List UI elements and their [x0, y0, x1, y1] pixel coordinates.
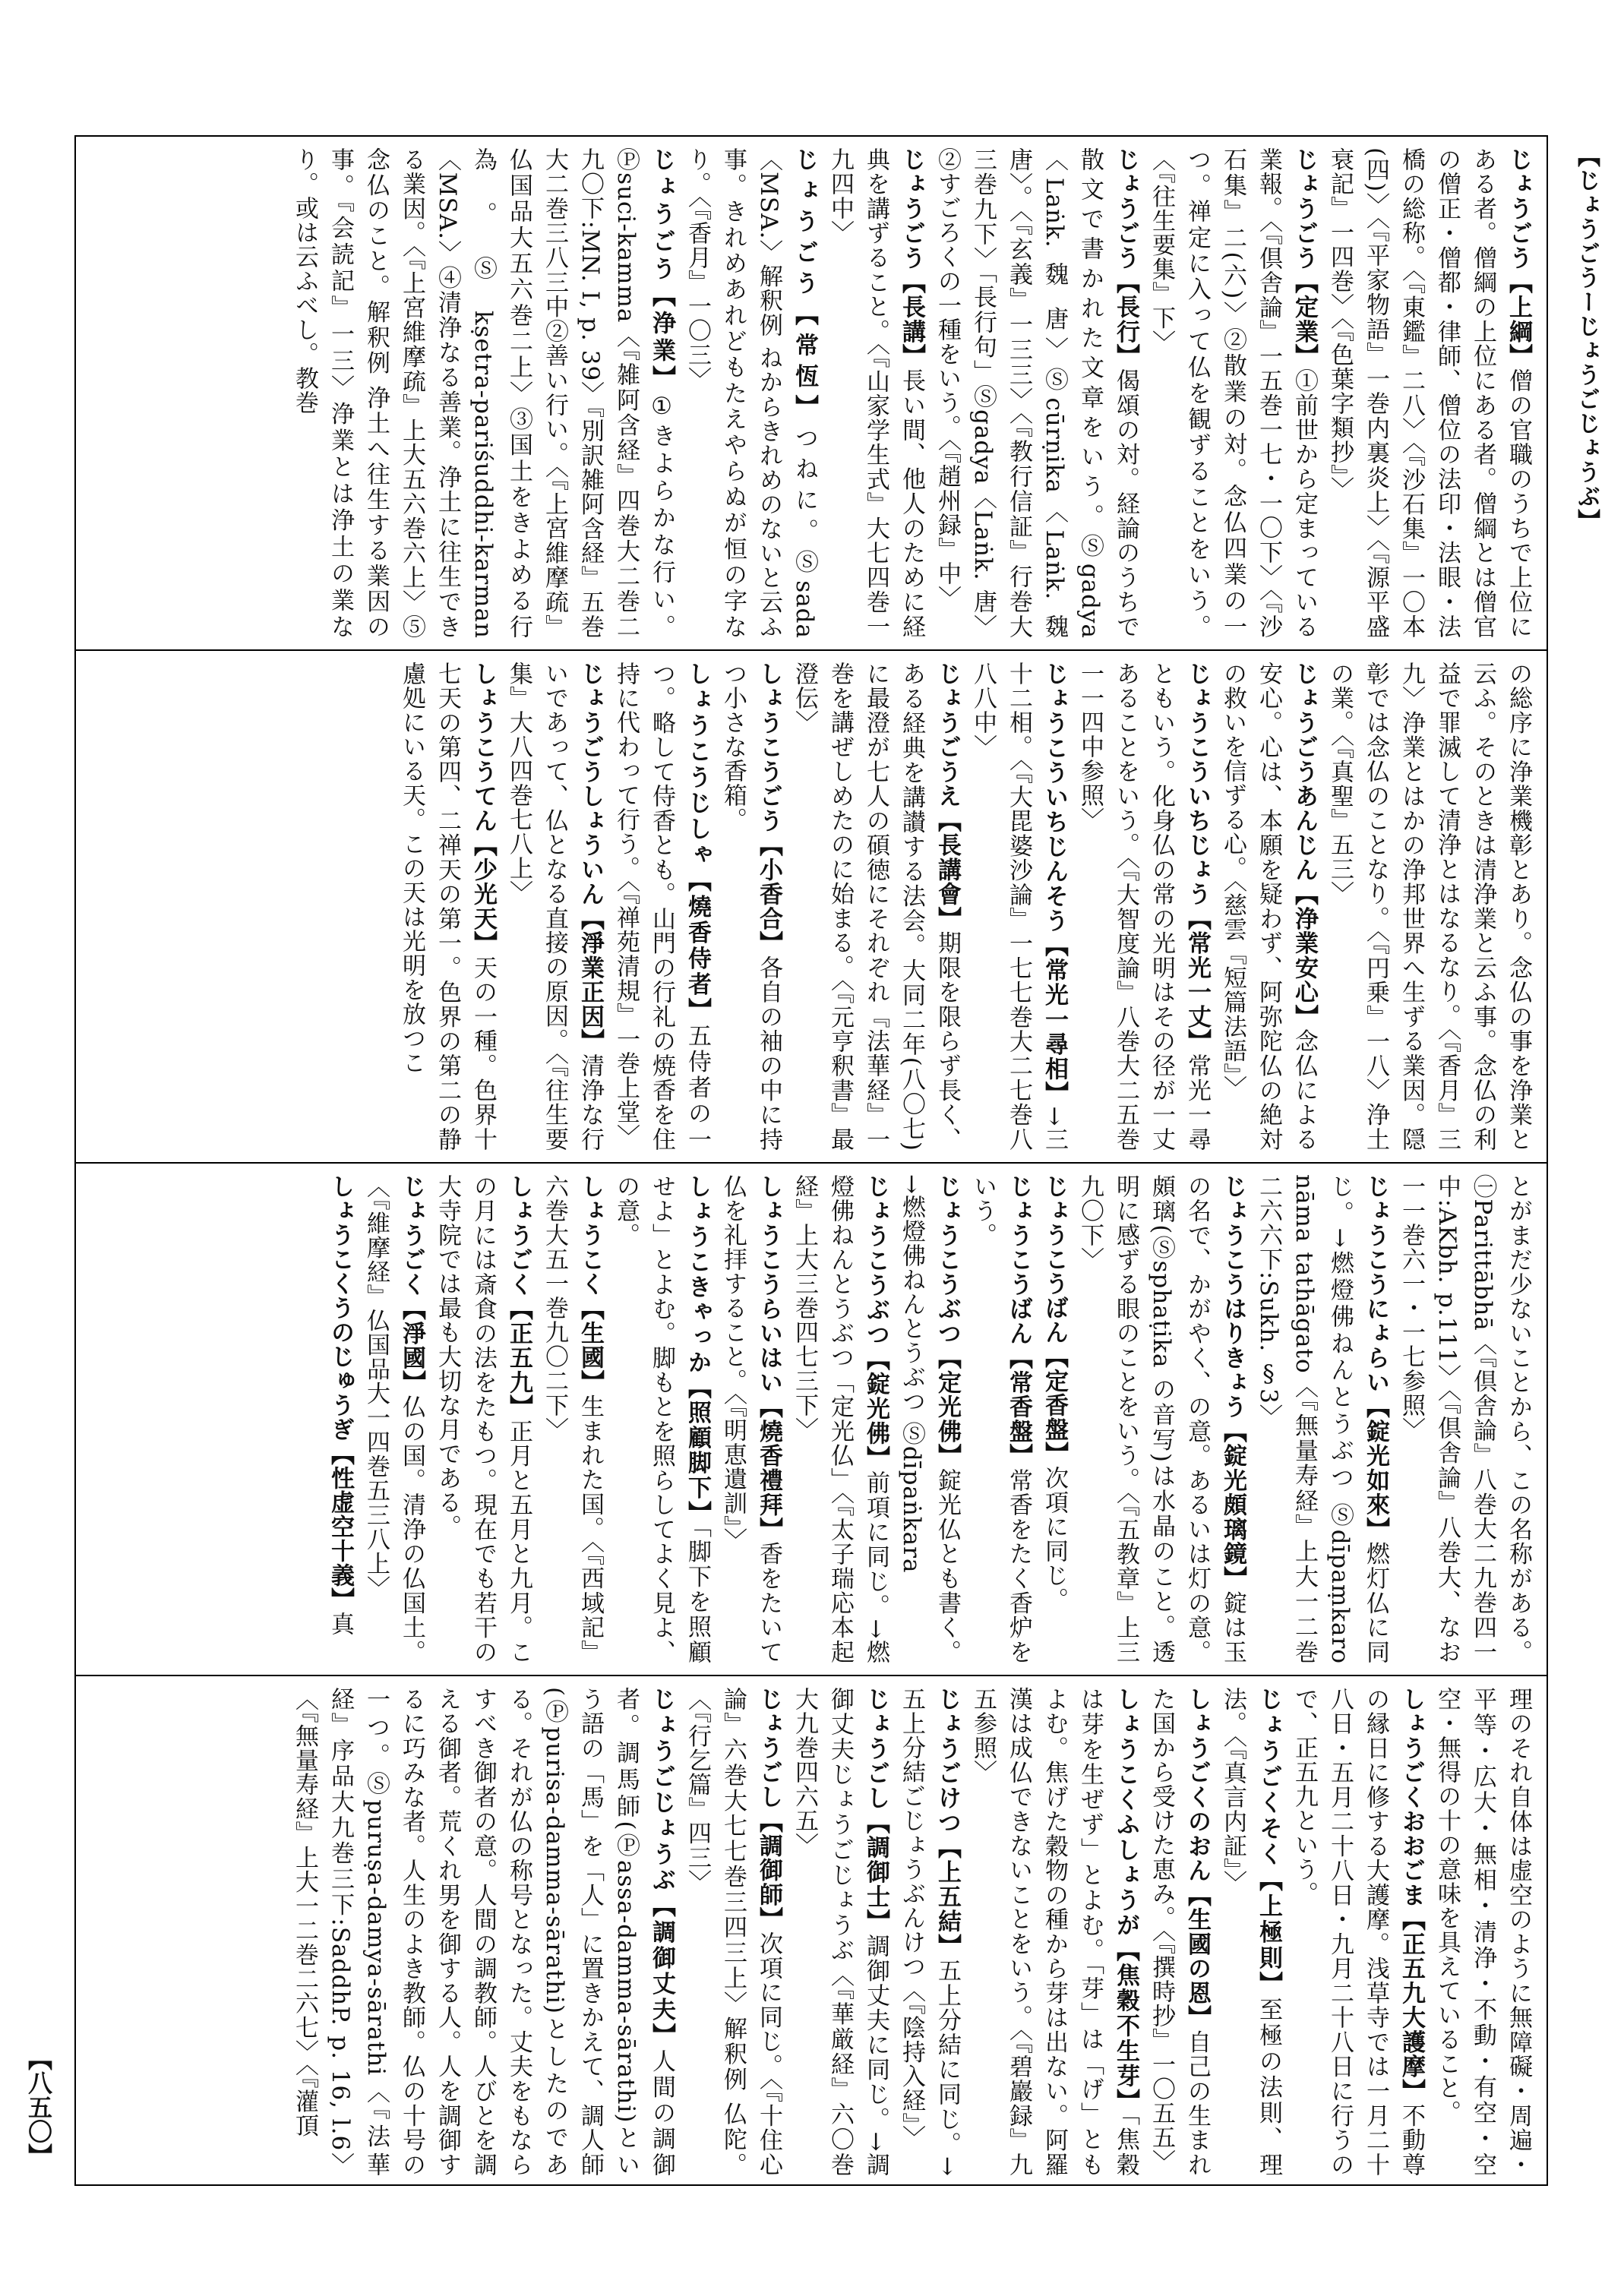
entry-headword: しょうこうてん【少光天】 [469, 662, 497, 956]
entry-headword: じょうごうえ【長講會】 [934, 662, 961, 931]
entry-definition: 偈頌の対。経論のうちで散文で書かれた文章をいう。Ⓢgadya〈Laṅk. 魏 唐〉Ⓢcūrṇika〈Laṅk. 魏 唐〉。〈『玄義』一三三〉〈『教行信証』行巻大三巻九下〉「長行句」Ⓢgadya〈Laṅk. 唐〉②すごろくの一種をいう。〈『趙州録』中〉 [934, 147, 1139, 639]
entry-definition: 清浄な行いであって、仏となる直接の原因。〈『往生要集』大八四巻七八上〉 [505, 662, 604, 1151]
entry-headword: じょうごう【常恆】 [791, 147, 818, 426]
entry-headword: じょうこうにょらい【錠光如來】 [1362, 1174, 1389, 1542]
text-frame [74, 135, 1548, 2186]
dictionary-entry [286, 1687, 679, 2177]
entry-definition: 天の一種。色界十七天の第四、二禅天の第一。色界の第二の静慮処にいる天。この天は光明を放つこ [398, 662, 497, 1151]
entry-headword: じょうこうはりきょう【錠光頗璃鏡】 [1219, 1174, 1246, 1591]
entry-definition: 「脚下を照顧せよ」とよむ。脚もとを照らしてよく見よ、の意。 [612, 1174, 711, 1664]
entry-headword: じょうこうばん【定香盤】 [1041, 1174, 1068, 1466]
entry-headword: じょうこういちじんそう【常光一尋相】 [1041, 662, 1068, 1107]
dictionary-entry [715, 1174, 786, 1664]
dictionary-entry [679, 1687, 786, 2177]
entry-headword: しょうこきゃっか【照顧脚下】 [684, 1174, 711, 1527]
dictionary-entry [393, 662, 501, 1151]
dictionary-entry [715, 662, 786, 1151]
entry-definition: 長い間、他人のために経典を講ずること。〈『山家学生式』大七四巻一九四中〉 [826, 147, 925, 639]
dictionary-entry [965, 1687, 1143, 2177]
dictionary-entry [429, 1174, 536, 1664]
tier-text [87, 1174, 1536, 1664]
entry-headword: じょうごく【淨國】 [398, 1174, 425, 1395]
entry-headword: しょうこうじしゃ【燒香侍者】 [684, 662, 711, 1024]
dictionary-entry [608, 1174, 715, 1664]
entry-definition: 五侍者の一つ。略して侍香とも。山門の行礼の焼香を住持に代わって行う。〈『禅苑清規』一巻上堂〉 [612, 662, 711, 1151]
entry-headword: しょうごくのおん【生國の恩】 [1183, 1687, 1211, 2030]
dictionary-entry [1322, 147, 1536, 639]
entry-headword: しょうごく【正五九】 [505, 1174, 532, 1420]
dictionary-entry [786, 1174, 893, 1664]
entry-definition: 仏の国。清浄の仏国土。〈『維摩経』仏国品大一四巻五三八上〉 [362, 1174, 425, 1664]
dictionary-entry [536, 1174, 608, 1664]
dictionary-entry [608, 662, 715, 1151]
entry-definition: 人間の調御者。調馬師(Ⓟassa-damma-sārathi)という語の「馬」を「人」に置きかえて、調人師(Ⓟpurisa-damma-sārathi)としたのである。それが仏の称号となった。丈夫をもならすべき御者の意。人間の調教師。人びとを調える御者。荒くれ男を御する人。人を調御するに巧みな者。人生のよき教師。仏の十号の一つ。Ⓢpuruṣa-damya-sārathi〈『法華経』序品大九巻三下:SaddhP. p. 16, l.6〉〈『無量寿経』上大一二巻二六七〉〈『灌頂 [291, 1687, 675, 2177]
dictionary-entry [1393, 1174, 1536, 1664]
dictionary-entry [786, 662, 965, 1151]
tier-text [87, 147, 1536, 639]
dictionary-entry [286, 147, 679, 639]
entry-headword: しょうこうごう【小香合】 [755, 662, 782, 956]
entry-definition: の総序に浄業機彰とあり。念仏の事を浄業と云ふ。そのときは清浄業と云ふ事。念仏の利益で罪滅して清浄とはなるなり。〈『香月』三九〉浄業とはかの浄邦世界へ生ずる業因。隠彰では念仏のことなり。〈『円乗』一八〉浄土の業。〈『真聖』五三〉 [1326, 662, 1532, 1151]
entry-definition: 次項に同じ。 [1041, 1466, 1068, 1612]
dictionary-entry [965, 662, 1072, 1151]
entry-headword: じょうごう【浄業】 [648, 147, 675, 393]
dictionary-entry [1322, 662, 1536, 1151]
entry-definition: 自己の生まれた国から受けた恵み。〈『撰時抄』一〇五五〉 [1148, 1687, 1211, 2177]
entry-headword: しょうこくふしょうが【焦穀不生芽】 [1112, 1687, 1139, 2115]
entry-definition: 錠は玉の名で、かがやく、の意。あるいは灯の意。頗璃(Ⓢsphaṭika の音写)は水晶のこと。透明に感ずる眼のことをいう。〈『五教章』上三九〇下〉 [1076, 1174, 1246, 1664]
entry-headword: じょうこういちじょう【常光一丈】 [1183, 662, 1211, 1054]
entry-headword: しょうこくうのじゅうぎ【性虚空十義】 [327, 1174, 354, 1612]
entry-headword: じょうごう【長講】 [898, 147, 925, 369]
tier-text [87, 662, 1536, 1151]
entry-headword: じょうごう【定業】 [1291, 147, 1318, 369]
tier-4 [76, 1675, 1547, 2187]
entry-definition: 不動尊の縁日に修する大護摩。浅草寺では一月二十八日・五月二十八日・九月二十八日に行うので、正五九という。 [1291, 1687, 1425, 2177]
entry-definition: 正月と五月と九月。この月には斎食の法をたもつ。現在でも若干の大寺院では最も大切な月である。 [434, 1174, 532, 1664]
entry-definition: 調御丈夫に同じ。→調御丈夫じょうごじょうぶ〈『華厳経』六〇巻大九巻四六五〉 [791, 1687, 889, 2177]
entry-definition: 香をたいて仏を礼拝すること。〈『明恵遺訓』〉 [719, 1174, 782, 1664]
running-header: 【じょうごうーじょうごじょうぶ】 [1573, 144, 1600, 533]
entry-definition: 常光一尋ともいう。化身仏の常の光明はその径が一丈あることをいう。〈『大智度論』八巻大二五巻一一四中参照〉 [1076, 662, 1211, 1151]
entry-definition: ①きよらかな行い。Ⓟsuci-kamma〈『雑阿含経』四巻大二巻二九〇下:MN. I, p. 39〉『別訳雑阿含経』五巻大二巻三八三中②善い行い。〈『上宮維摩疏』仏国品大五六巻二上〉③国土をきよめる行為。Ⓢkṣetra-pariśuddhi-karman〈MSA.〉④清浄なる善業。浄土に往生できる業因。〈『上宮維摩疏』上大五六巻六上〉⑤念仏のこと。解釈例 浄土へ往生する業因の事。『会読記』一三〉浄業とは浄土の業なり。或は云ふべし。教巻 [291, 147, 675, 639]
entry-headword: じょうごじょうぶ【調御丈夫】 [648, 1687, 675, 2049]
entry-headword: じょうこうばん【常香盤】 [1005, 1174, 1032, 1469]
entry-definition: 至極の法則、理法。〈『真言内証』〉 [1219, 1687, 1282, 2177]
entry-definition: 生まれた国。〈『西域記』六巻大五一巻九〇二下〉 [541, 1174, 604, 1664]
entry-definition: 僧の官職のうちで上位にある者。僧綱の上位にある者。僧綱とは僧官の僧正・僧都・律師、僧位の法印・法眼・法橋の総称。〈『東鑑』二八〉〈『沙石集』一〇本(四)〉〈『平家物語』一巻内裏炎上〉〈『源平盛衰記』一四巻〉〈『色葉字類抄』〉 [1326, 147, 1532, 639]
entry-headword: じょうごし【調御師】 [755, 1687, 782, 1931]
entry-headword: じょうごう【長行】 [1112, 147, 1139, 369]
tier-text [87, 1687, 1536, 2177]
dictionary-entry [1072, 662, 1215, 1151]
dictionary-entry [965, 1174, 1036, 1664]
entry-definition: 錠光仏とも書く。→燃燈佛ねんとうぶつ Ⓢdīpaṅkara [898, 1174, 961, 1664]
entry-definition: 常香をたく香炉をいう。 [969, 1174, 1032, 1664]
entry-definition: 念仏による安心。心は、本願を疑わず、阿弥陀仏の絶対の救いを信ずる心。〈慈雲『短篇法語』〉 [1219, 662, 1318, 1151]
entry-headword: じょうこうぶつ【定光佛】 [934, 1174, 961, 1469]
entry-definition: つねに。Ⓢsada〈MSA.〉解釈例 ねからきれめのないと云ふ事。きれめあれどもたえやらぬが恒の字なり。〈『香月』一〇三〉 [684, 147, 818, 639]
entry-definition: 次項に同じ。〈『十住心論』六巻大七七巻三四三上〉解釈例 仏陀。〈『行乞篇』四三〉 [684, 1687, 782, 2177]
dictionary-entry [1036, 1174, 1072, 1664]
dictionary-entry [929, 147, 1143, 639]
dictionary-entry [501, 662, 608, 1151]
entry-definition: 真 [327, 1612, 354, 1636]
entry-definition: 燃灯仏に同じ。→燃燈佛ねんとうぶつ Ⓢdīpaṃkaro nāma tathāgato〈『無量寿経』上大一二巻二六六下:Sukh. §3〉 [1255, 1174, 1389, 1664]
dictionary-entry [1215, 662, 1322, 1151]
entry-definition: 各自の袖の中に持つ小さな香箱。 [719, 662, 782, 1151]
dictionary-entry [1215, 1687, 1286, 2177]
entry-definition: 理のそれ自体は虚空のように無障礙・周遍・平等・広大・無相・清浄・不動・有空・空空・無得の十の意味を具えていること。 [1433, 1687, 1532, 2177]
entry-headword: じょうごう【上綱】 [1505, 147, 1532, 369]
entry-headword: じょうごくそく【上極則】 [1255, 1687, 1282, 1998]
dictionary-entry [1286, 1687, 1429, 2177]
dictionary-entry [679, 147, 822, 639]
entry-headword: しょうごくおおごま【正五九大護摩】 [1398, 1687, 1425, 2104]
entry-headword: しょうこく【生國】 [577, 1174, 604, 1394]
dictionary-entry [358, 1174, 429, 1664]
dictionary-entry [1143, 147, 1322, 639]
entry-definition: とがまだ少ないことから、この名称がある。㊀Parittābhā〈『倶舎論』八巻大二九巻四一中:AKbh. p.111〉〈『倶舎論』八巻大、なお一一巻六一・一七参照〉 [1398, 1174, 1532, 1664]
entry-headword: じょうごけつ【上五結】 [934, 1687, 961, 1959]
dictionary-entry [893, 1687, 965, 2177]
tier-3 [76, 1162, 1547, 1675]
dictionary-entry [1072, 1174, 1250, 1664]
dictionary-entry [786, 1687, 893, 2177]
tier-2 [76, 649, 1547, 1162]
entry-definition: 前項に同じ。→燃燈佛ねんとうぶつ「定光仏」〈『太子瑞応本起経』上大三巻四七三下〉 [791, 1174, 889, 1664]
dictionary-entry [1143, 1687, 1215, 2177]
tier-1 [76, 137, 1547, 649]
dictionary-entry [822, 147, 929, 639]
dictionary-entry [893, 1174, 965, 1664]
entry-headword: じょうごうあんじん【浄業安心】 [1291, 662, 1318, 1029]
entry-headword: じょうこうぶつ【錠光佛】 [862, 1174, 889, 1471]
entry-definition: →三十二相。〈『大毘婆沙論』一七七巻大二七巻八八八中〉 [969, 662, 1068, 1151]
dictionary-entry [322, 1174, 358, 1664]
entry-definition: ①前世から定まっている業報。〈『倶舎論』一五巻一七・一〇下〉〈『沙石集』二(六)〉②散業の対。念仏四業の一つ。禅定に入って仏を観ずることをいう。〈『往生要集』下〉 [1148, 147, 1318, 639]
entry-definition: 「焦穀は芽を生ぜず」とよむ。「芽」は「げ」ともよむ。焦げた穀物の種から芽は出ない。阿羅漢は成仏できないことをいう。〈『碧巖録』九五参照〉 [969, 1687, 1139, 2177]
dictionary-entry [1250, 1174, 1393, 1664]
entry-headword: じょうごうしょういん【淨業正因】 [577, 662, 604, 1054]
entry-headword: しょうこうらいはい【燒香禮拜】 [755, 1174, 782, 1542]
entry-headword: じょうごし【調御士】 [862, 1687, 889, 1934]
page-number: 【八五〇】 [24, 2046, 53, 2168]
dictionary-entry [1429, 1687, 1536, 2177]
entry-definition: 五上分結に同じ。→五上分結ごじょうぶんけつ〈『陰持入経』〉 [898, 1687, 961, 2177]
entry-definition: 期限を限らず長く、ある経典を講讃する法会。大同二年(八〇七)に最澄が七人の碩徳にそれぞれ『法華経』一巻を講ぜしめたのに始まる。〈『元亨釈書』最澄伝〉 [791, 662, 961, 1151]
